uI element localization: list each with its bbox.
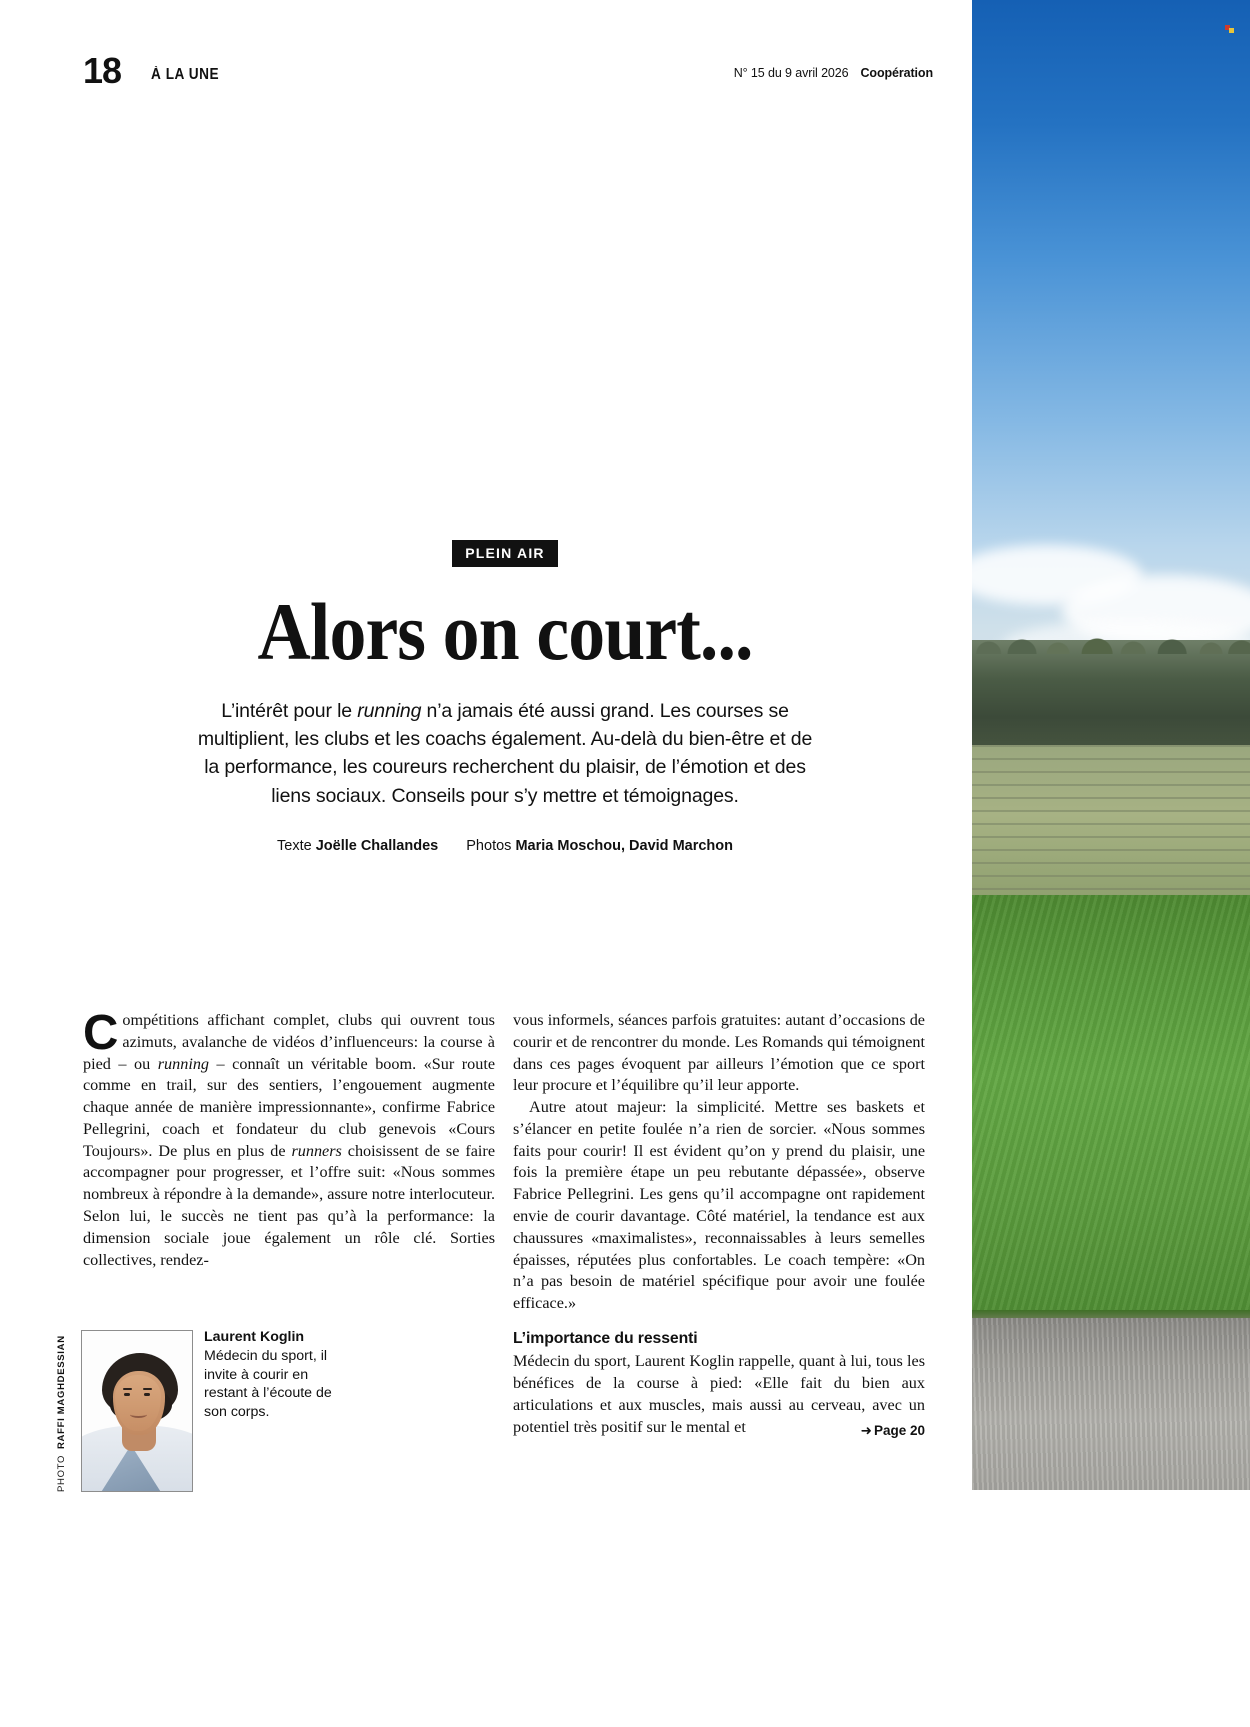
photo-treeline: [972, 640, 1250, 750]
page-header: [83, 50, 933, 98]
body-paragraph: vous informels, séances parfois gratuites: autant d’occasions de courir et de rencontrer du monde. Les Romands qui témoignent dans ces pages évoquent par ailleurs l’émotion que ce sport leur procure et l’équilibre qu’il leur apporte.: [513, 1011, 925, 1095]
continued-page-link[interactable]: [853, 1422, 925, 1440]
portrait-card: [56, 1330, 346, 1492]
page-number: 18: [83, 50, 122, 91]
body-text-b: – connaît un véritable boom. «Sur route comme en trail, sur des sentiers, l’engouement augmente chaque année de manière impressionnante», confirme Fabrice Pellegrini, coach et fondateur du club genevois «Cours Toujours». De plus en plus de: [83, 1054, 496, 1160]
color-registration-mark: [1225, 25, 1234, 34]
body-text-c: choisissent de se faire accompagner pour progresser, et l’offre suit: «Nous sommes nombreux à répondre à la demande», assure notre interlocuteur. Selon lui, le succès ne tient pas qu’à la performance: la dimension sociale joue également un rôle clé. Sorties collectives, rendez-: [83, 1141, 495, 1269]
portrait-eyebrow: [123, 1388, 132, 1390]
landscape-photo-strip: [972, 0, 1250, 1490]
body-italic-runners: runners: [291, 1141, 342, 1160]
article-title-block: [190, 540, 820, 854]
body-paragraph: Autre atout majeur: la simplicité. Mettre ses baskets et s’élancer en petite foulée n’a rien de sorcier. «Nous sommes faits pour courir! Il est évident qu’on y prend du plaisir, une fois la première étape un peu rebutante dépassée», observe Fabrice Pellegrini. Les gens qu’il accompagne ont rapidement envie de courir davantage. Côté matériel, la tendance est aux chaussures «maximalistes», reconnaissables à leurs semelles épaisses, réputées plus confortables. Le coach tempère: «On n’a pas besoin de matériel spécifique pour avoir une foulée efficace.»: [513, 1098, 925, 1313]
byline-text-label: Texte: [277, 837, 312, 854]
photo-gravel-road: [972, 1318, 1250, 1490]
standfirst-part-1: L’intérêt pour le: [221, 699, 358, 722]
standfirst-part-2: n’a jamais été aussi grand. Les courses se multiplient, les clubs et les coachs également. Au-delà du bien-être et de la performance, les coureurs recherchent du plaisir, de l’émotion et des liens sociaux. Conseils pour s’y mettre et témoignages.: [197, 699, 813, 807]
body-paragraph: [83, 1006, 496, 1271]
issue-date: N° 15 du 9 avril 2026: [733, 66, 849, 80]
photo-credit-label: PHOTO: [56, 1454, 67, 1492]
continued-page-label: Page 20: [873, 1423, 925, 1439]
portrait-person-description: Médecin du sport, il invite à courir en restant à l’écoute de son corps.: [204, 1348, 332, 1420]
body-column-right: [513, 1010, 925, 1439]
section-rubric: À LA UNE: [151, 66, 220, 83]
kicker-badge: PLEIN AIR: [452, 540, 558, 567]
body-text-a: Compétitions affichant complet, clubs qui ouvrent tous azimuts, avalanche de vidéos d’influenceurs: la course à pied – ou: [83, 1006, 495, 1073]
byline-author: Joëlle Challandes: [315, 837, 439, 854]
photo-credit-name: RAFFI MAGHDESSIAN: [56, 1335, 67, 1449]
portrait-caption: [204, 1328, 346, 1421]
byline-photographers: Maria Moschou, David Marchon: [515, 837, 733, 854]
photo-grass-field: [972, 895, 1250, 1325]
publication-brand: Coopération: [860, 66, 933, 80]
byline: [190, 838, 820, 854]
standfirst-italic-term: running: [357, 699, 422, 722]
arrow-right-icon: ➜: [860, 1423, 872, 1439]
photo-vineyard: [972, 745, 1250, 900]
portrait-eye: [124, 1393, 130, 1396]
byline-photos-label: Photos: [466, 837, 512, 854]
body-paragraph: Médecin du sport, Laurent Koglin rappelle, quant à lui, tous les bénéfices de la course à pied: «Elle fait du bien aux articulations et aux muscles, mais aussi au cerveau, avec un potentiel très positif sur le mental et: [513, 1352, 925, 1436]
portrait-smile: [130, 1411, 147, 1418]
page-title: Alors on court...: [257, 586, 753, 677]
body-italic-running: running: [157, 1054, 210, 1073]
photo-credit: [56, 1330, 74, 1492]
body-subheading: L’importance du ressenti: [513, 1329, 698, 1347]
portrait-eye: [144, 1393, 150, 1396]
portrait-person-name: Laurent Koglin: [204, 1329, 305, 1345]
portrait-photo: [81, 1330, 193, 1492]
portrait-eyebrow: [143, 1388, 152, 1390]
issue-info: [734, 66, 933, 80]
body-column-left: [83, 1006, 496, 1271]
article-standfirst: [190, 697, 820, 810]
